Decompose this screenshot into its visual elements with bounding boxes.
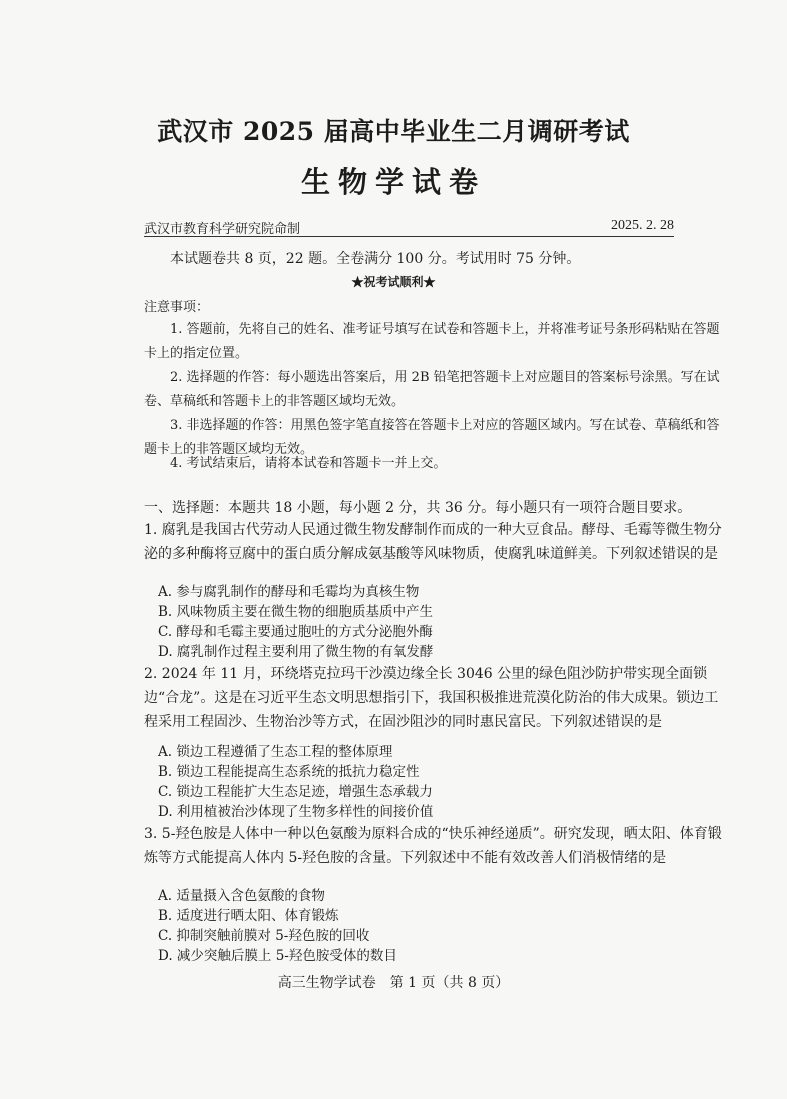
- notice-item: 4. 考试结束后，请将本试卷和答题卡一并上交。: [170, 456, 447, 471]
- exam-subject-title: 生物学试卷: [300, 165, 486, 199]
- question-option: B. 适度进行晒太阳、体育锻炼: [158, 908, 339, 924]
- question-option: A. 锁边工程遵循了生态工程的整体原理: [158, 744, 393, 760]
- question-option: B. 风味物质主要在微生物的细胞质基质中产生: [158, 604, 434, 620]
- exam-date: 2025. 2. 28: [611, 218, 674, 233]
- exam-title: 武汉市 2025 届高中毕业生二月调研考试: [157, 117, 630, 146]
- good-luck-banner: ★祝考试顺利★: [351, 275, 436, 289]
- question-option: C. 锁边工程能扩大生态足迹，增强生态承载力: [158, 784, 433, 800]
- notice-item: 2. 选择题的作答：每小题选出答案后，用 2B 铅笔把答题卡上对应题目的答案标号涂黑。写在试卷、草稿纸和答题卡上的非答题区域均无效。: [144, 370, 720, 409]
- issuer-row: [144, 218, 674, 237]
- page-footer: 高三生物学试卷 第 1 页（共 8 页）: [277, 975, 510, 991]
- question-option: D. 利用植被治沙体现了生物多样性的间接价值: [158, 804, 434, 820]
- question-option: B. 锁边工程能提高生态系统的抵抗力稳定性: [158, 764, 420, 780]
- notice-item: 1. 答题前，先将自己的姓名、准考证号填写在试卷和答题卡上，并将准考证号条形码粘贴在答题卡上的指定位置。: [144, 322, 720, 361]
- exam-info: 本试题卷共 8 页，22 题。全卷满分 100 分。考试用时 75 分钟。: [170, 251, 581, 267]
- section-heading: 一、选择题：本题共 18 小题，每小题 2 分，共 36 分。每小题只有一项符合题目要求。: [144, 500, 692, 516]
- question-stem: 3. 5-羟色胺是人体中一种以色氨酸为原料合成的“快乐神经递质”。研究发现，晒太阳、体育锻炼等方式能提高人体内 5-羟色胺的含量。下列叙述中不能有效改善人们消极情绪的是: [144, 826, 722, 866]
- question-stem: 2. 2024 年 11 月，环绕塔克拉玛干沙漠边缘全长 3046 公里的绿色阻沙防护带实现全面锁边“合龙”。这是在习近平生态文明思想指引下，我国积极推进荒漠化防治的伟大成果。锁边工程采用工程固沙、生物治沙等方式，在固沙阻沙的同时惠民富民。下列叙述错误的是: [144, 666, 719, 730]
- notice-item: 3. 非选择题的作答：用黑色签字笔直接答在答题卡上对应的答题区域内。写在试卷、草稿纸和答题卡上的非答题区域均无效。: [144, 418, 720, 457]
- question-option: D. 减少突触后膜上 5-羟色胺受体的数目: [158, 948, 397, 964]
- issuer: 武汉市教育科学研究院命制: [144, 222, 301, 237]
- question-option: A. 适量摄入含色氨酸的食物: [158, 888, 325, 904]
- question-option: A. 参与腐乳制作的酵母和毛霉均为真核生物: [158, 584, 420, 600]
- question-stem: 1. 腐乳是我国古代劳动人民通过微生物发酵制作而成的一种大豆食品。酵母、毛霉等微生物分泌的多种酶将豆腐中的蛋白质分解成氨基酸等风味物质，使腐乳味道鲜美。下列叙述错误的是: [144, 522, 722, 562]
- question-option: C. 抑制突触前膜对 5-羟色胺的回收: [158, 928, 370, 944]
- question-option: C. 酵母和毛霉主要通过胞吐的方式分泌胞外酶: [158, 624, 433, 640]
- notice-heading: 注意事项：: [144, 300, 210, 315]
- question-option: D. 腐乳制作过程主要利用了微生物的有氧发酵: [158, 644, 434, 660]
